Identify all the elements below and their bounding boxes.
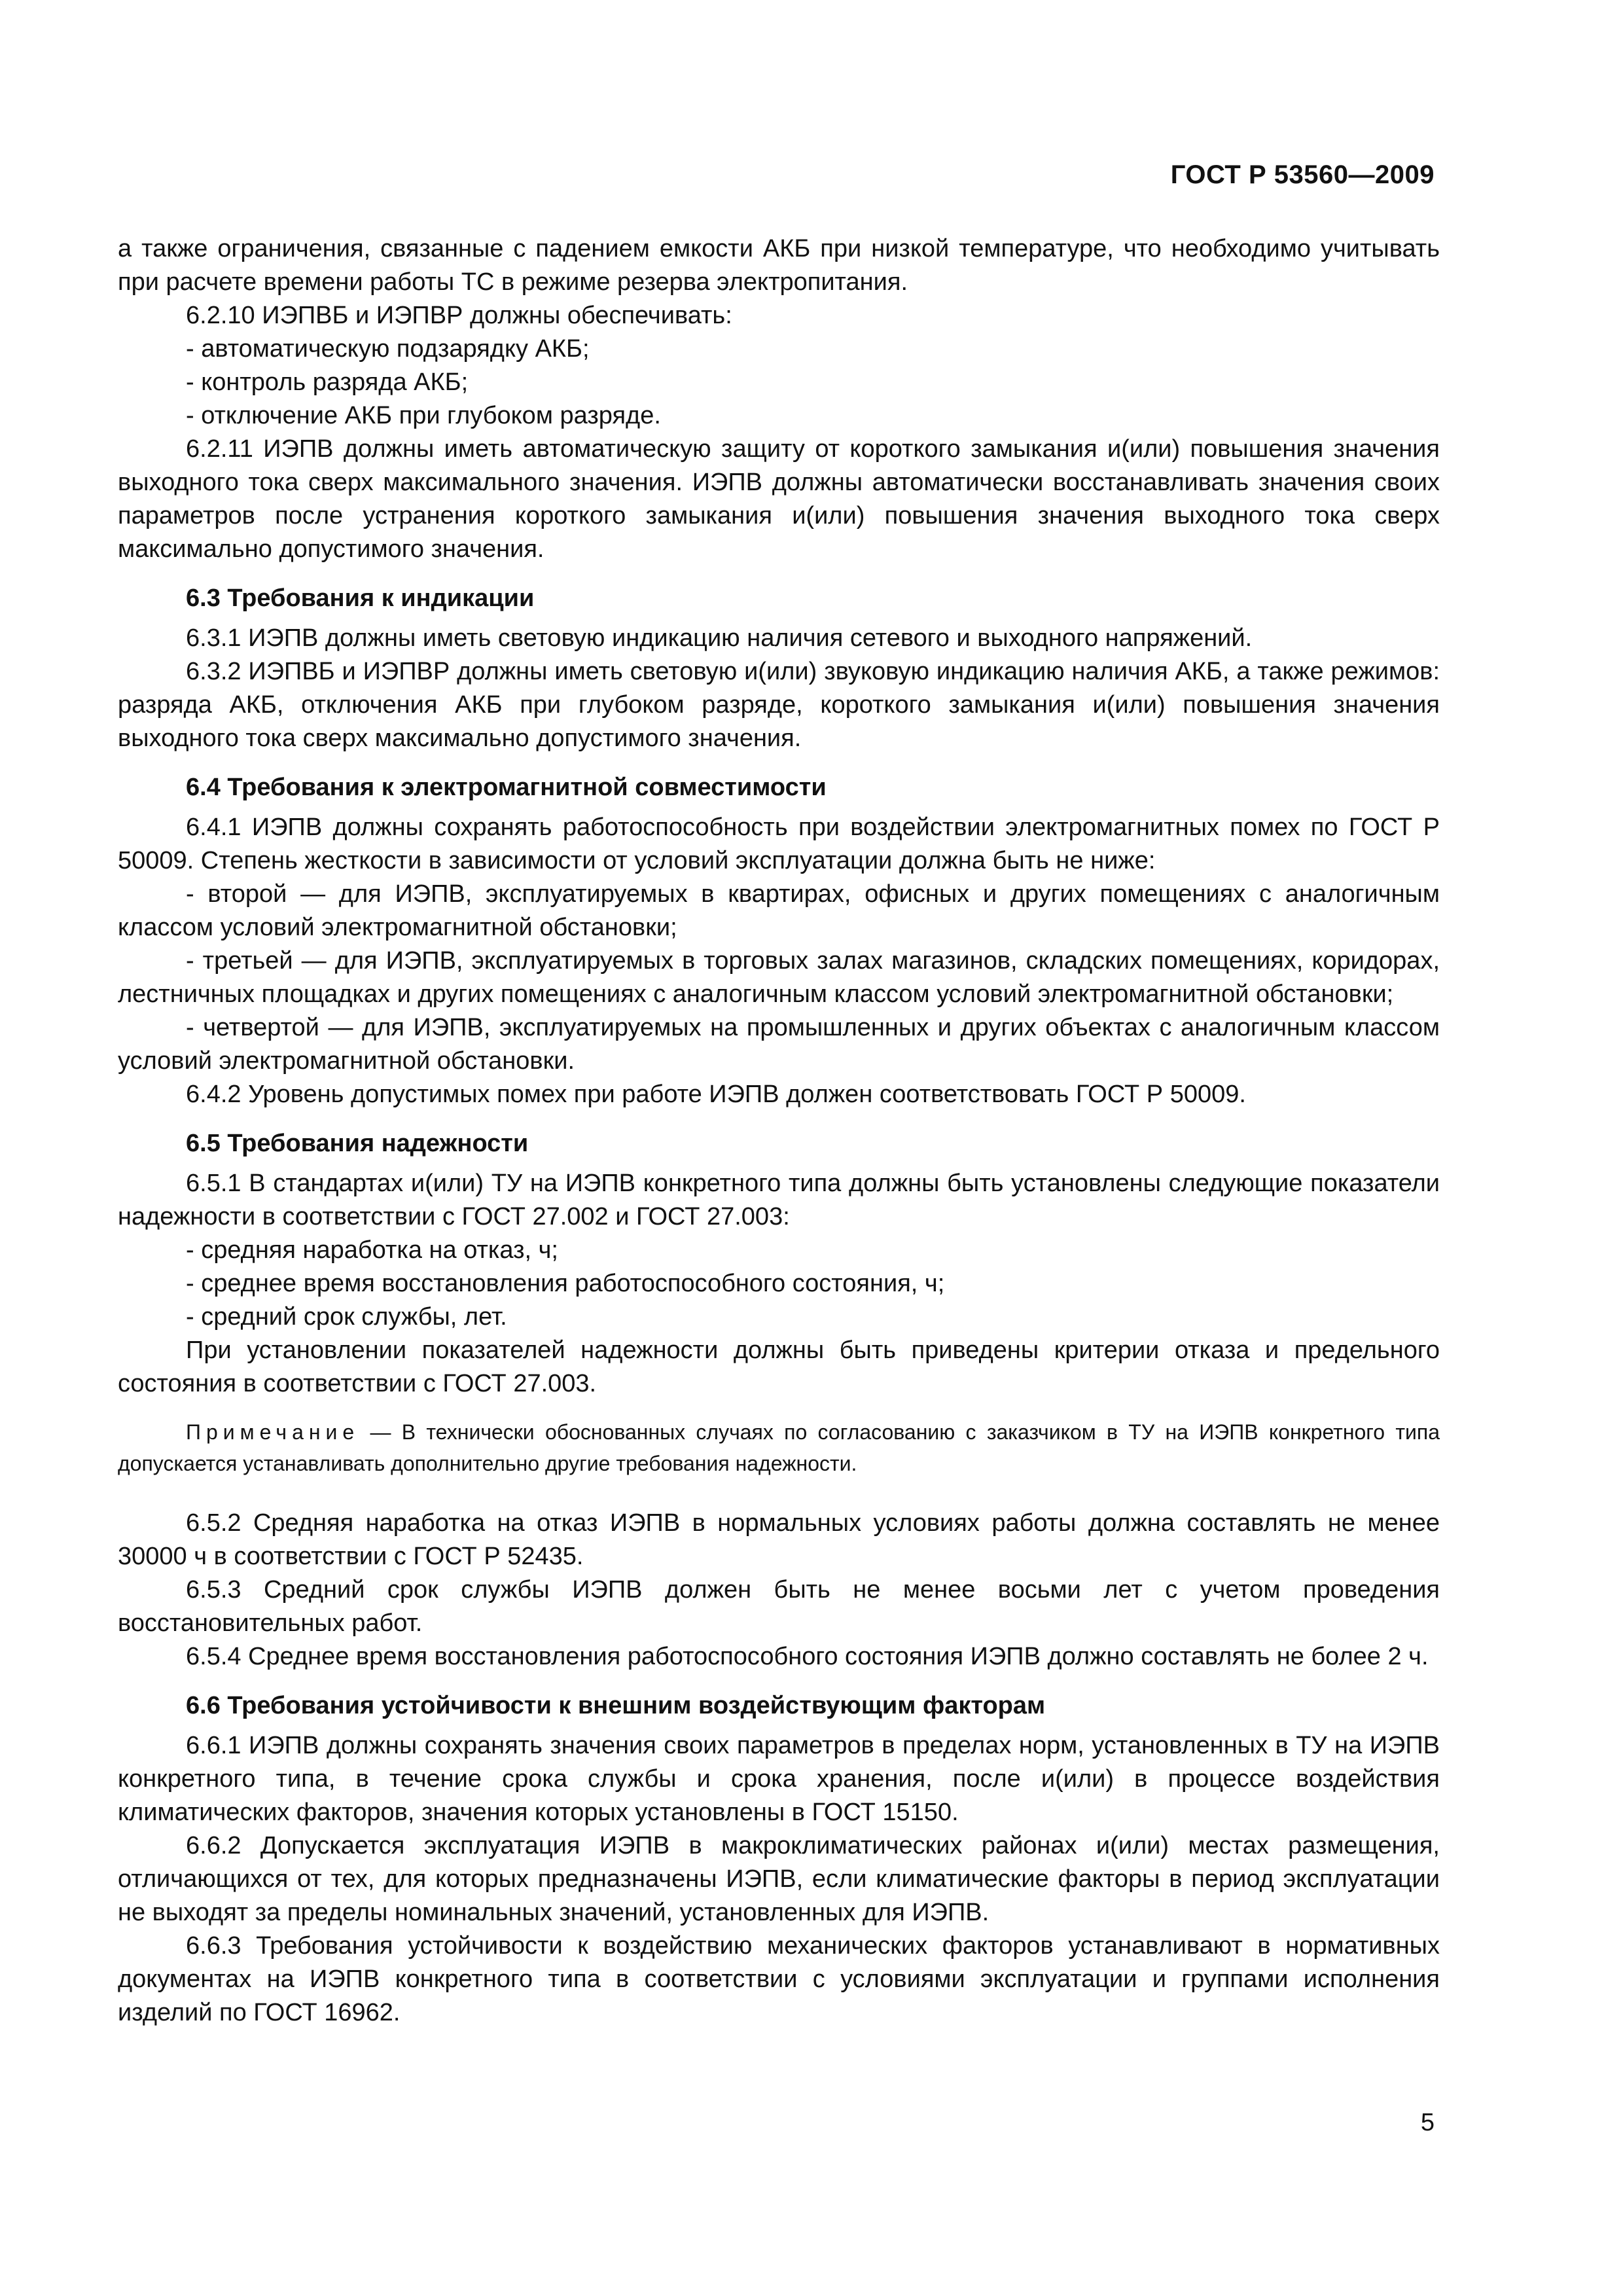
document-body [118, 232, 1440, 2030]
clause-6-3-2: 6.3.2 ИЭПВБ и ИЭПВР должны иметь световую и(или) звуковую индикацию наличия АКБ, а также режимов: разряда АКБ, отключения АКБ при глубоком разряде, короткого замыкания и(или) повышения значения выходного тока сверх максимально допустимого значения. [118, 658, 1440, 752]
clause-6-6-2: 6.6.2 Допускается эксплуатация ИЭПВ в макроклиматических районах и(или) местах размещения, отличающихся от тех, для которых предназначены ИЭПВ, если климатические факторы в период эксплуатации не выходят за пределы номинальных значений, установленных для ИЭПВ. [118, 1832, 1440, 1926]
clause-6-4-1: 6.4.1 ИЭПВ должны сохранять работоспособность при воздействии электромагнитных помех по ГОСТ Р 50009. Степень жесткости в зависимости от условий эксплуатации должна быть не ниже: [118, 814, 1440, 874]
section-heading-6-5: 6.5 Требования надежности [186, 1130, 529, 1157]
clause-6-3-1: 6.3.1 ИЭПВ должны иметь световую индикацию наличия сетевого и выходного напряжений. [186, 624, 1253, 652]
list-item: - средняя наработка на отказ, ч; [186, 1236, 558, 1264]
note [118, 1416, 1440, 1479]
list-item: - отключение АКБ при глубоком разряде. [186, 402, 661, 429]
clause-6-5-2: 6.5.2 Средняя наработка на отказ ИЭПВ в нормальных условиях работы должна составлять не менее 30000 ч в соответствии с ГОСТ Р 52435. [118, 1509, 1440, 1570]
list-item: - автоматическую подзарядку АКБ; [186, 335, 590, 363]
list-item: - третьей — для ИЭПВ, эксплуатируемых в торговых залах магазинов, складских помещениях, коридорах, лестничных площадках и других помещениях с аналогичным классом условий электромагнитной обстановки; [118, 947, 1440, 1008]
clause-6-6-3: 6.6.3 Требования устойчивости к воздействию механических факторов устанавливают в нормативных документах на ИЭПВ конкретного типа в соответствии с условиями эксплуатации и группами исполнения изделий по ГОСТ 16962. [118, 1932, 1440, 2026]
list-item: - второй — для ИЭПВ, эксплуатируемых в квартирах, офисных и других помещениях с аналогичным классом условий электромагнитной обстановки; [118, 880, 1440, 941]
clause-6-6-1: 6.6.1 ИЭПВ должны сохранять значения своих параметров в пределах норм, установленных в ТУ на ИЭПВ конкретного типа, в течение срока службы и срока хранения, после и(или) в процессе воздействия климатических факторов, значения которых установлены в ГОСТ 15150. [118, 1732, 1440, 1826]
section-heading-6-3: 6.3 Требования к индикации [186, 584, 535, 612]
clause-6-5-4: 6.5.4 Среднее время восстановления работоспособного состояния ИЭПВ должно составлять не более 2 ч. [186, 1643, 1429, 1670]
page-number: 5 [1420, 2109, 1435, 2136]
clause-6-2-10: 6.2.10 ИЭПВБ и ИЭПВР должны обеспечивать: [186, 302, 732, 329]
standard-header: ГОСТ Р 53560—2009 [1170, 160, 1435, 189]
section-heading-6-6: 6.6 Требования устойчивости к внешним воздействующим факторам [186, 1692, 1046, 1719]
clause-6-4-2: 6.4.2 Уровень допустимых помех при работе ИЭПВ должен соответствовать ГОСТ Р 50009. [186, 1081, 1246, 1108]
section-heading-6-4: 6.4 Требования к электромагнитной совместимости [186, 774, 827, 801]
clause-6-5-3: 6.5.3 Средний срок службы ИЭПВ должен быть не менее восьми лет с учетом проведения восстановительных работ. [118, 1576, 1440, 1637]
paragraph-continuation: а также ограничения, связанные с падением емкости АКБ при низкой температуре, что необходимо учитывать при расчете времени работы ТС в режиме резерва электропитания. [118, 235, 1440, 296]
list-item: - средний срок службы, лет. [186, 1303, 507, 1331]
clause-6-2-11: 6.2.11 ИЭПВ должны иметь автоматическую защиту от короткого замыкания и(или) повышения значения выходного тока сверх максимального значения. ИЭПВ должны автоматически восстанавливать значения своих параметров после устранения короткого замыкания и(или) повышения значения выходного тока сверх максимально допустимого значения. [118, 435, 1440, 563]
list-item: - среднее время восстановления работоспособного состояния, ч; [186, 1270, 945, 1297]
list-item: - контроль разряда АКБ; [186, 368, 469, 396]
clause-6-5-1: 6.5.1 В стандартах и(или) ТУ на ИЭПВ конкретного типа должны быть установлены следующие показатели надежности в соответствии с ГОСТ 27.002 и ГОСТ 27.003: [118, 1170, 1440, 1230]
note-text: — В технически обоснованных случаях по согласованию с заказчиком в ТУ на ИЭПВ конкретного типа допускается устанавливать дополнительно другие требования надежности. [118, 1420, 1440, 1475]
paragraph: При установлении показателей надежности должны быть приведены критерии отказа и предельного состояния в соответствии с ГОСТ 27.003. [118, 1336, 1440, 1397]
list-item: - четвертой — для ИЭПВ, эксплуатируемых на промышленных и других объектах с аналогичным классом условий электромагнитной обстановки. [118, 1014, 1440, 1075]
note-label: Примечание [186, 1420, 360, 1444]
